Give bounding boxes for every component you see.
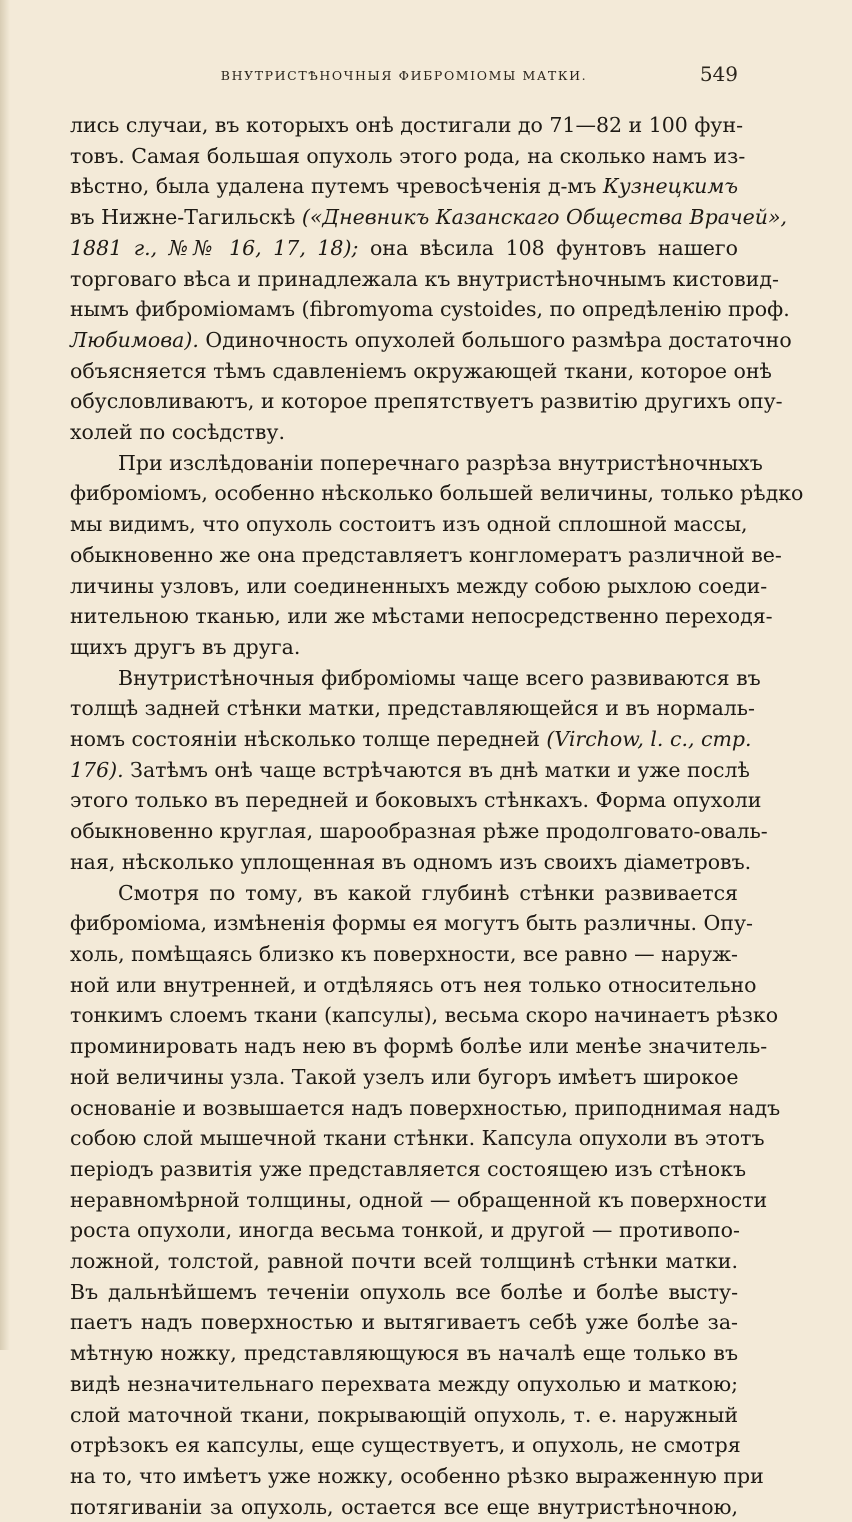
text-segment: слой маточной ткани, покрывающій опухоль, т. е. наружный xyxy=(70,1402,738,1427)
text-line xyxy=(70,171,738,202)
text-segment: лись случаи, въ которыхъ онѣ достигали до 71—82 и 100 фун- xyxy=(70,113,744,137)
text-line xyxy=(70,509,748,540)
running-title: ВНУТРИСТѢНОЧНЫЯ ФИБРОМІОМЫ МАТКИ. xyxy=(220,68,588,83)
page-edge-shadow xyxy=(0,0,10,1350)
text-segment: ной или внутренней, и отдѣляясь отъ нея только относительно xyxy=(70,972,757,997)
text-line xyxy=(70,1154,747,1185)
text-line xyxy=(70,1123,765,1154)
text-line xyxy=(70,571,768,602)
text-segment: При изслѣдованіи поперечнаго разрѣза внутристѣночныхъ xyxy=(118,450,763,475)
text-segment: Въ дальнѣйшемъ теченіи опухоль все болѣе и болѣе высту- xyxy=(70,1279,738,1304)
text-segment: объясняется тѣмъ сдавленіемъ окружающей ткани, которое онѣ xyxy=(70,358,772,383)
italic-segment: («Дневникъ Казанскаго Общества Врачей», xyxy=(301,205,788,230)
text-segment: потягиваніи за опухоль, остается все еще внутристѣночною, xyxy=(70,1494,738,1519)
italic-segment: 176). xyxy=(70,757,124,782)
text-line xyxy=(70,233,738,264)
text-line xyxy=(70,264,779,295)
text-line xyxy=(70,1369,738,1400)
text-line xyxy=(70,478,804,509)
text-segment: она вѣсила 108 фунтовъ нашего xyxy=(358,235,738,260)
text-segment: основаніе и возвышается надъ поверхностью, приподнимая надъ xyxy=(70,1095,781,1120)
text-segment: нымъ фиброміомамъ (fibromyoma cystoides, по опредѣленію проф. xyxy=(70,297,790,322)
text-segment: этого только въ передней и боковыхъ стѣнкахъ. Форма опухоли xyxy=(70,788,762,813)
text-line xyxy=(70,1246,738,1277)
text-line xyxy=(70,1430,741,1461)
page-number: 549 xyxy=(699,62,738,86)
text-line xyxy=(70,1185,768,1216)
text-segment: ная, нѣсколько уплощенная въ одномъ изъ своихъ діаметровъ. xyxy=(70,849,752,874)
text-line xyxy=(70,632,738,663)
text-line xyxy=(70,601,773,632)
text-line xyxy=(70,386,783,417)
text-line xyxy=(70,724,752,755)
text-segment: личины узловъ, или соединенныхъ между собою рыхлою соеди- xyxy=(70,573,768,598)
text-line xyxy=(70,847,752,878)
body-text xyxy=(70,110,804,1522)
text-line xyxy=(70,939,738,970)
text-segment: роста опухоли, иногда весьма тонкой, и другой — противопо- xyxy=(70,1218,740,1243)
italic-segment: Кузнецкимъ xyxy=(603,174,738,199)
text-segment: на то, что имѣетъ уже ножку, особенно рѣзко выраженную при xyxy=(70,1463,764,1488)
text-segment: щихъ другъ въ друга. xyxy=(70,634,301,659)
text-line xyxy=(70,785,762,816)
text-line xyxy=(70,356,772,387)
text-segment: толщѣ задней стѣнки матки, представляющейся и въ нормаль- xyxy=(70,696,755,721)
page-header xyxy=(70,62,738,90)
text-line xyxy=(70,540,782,571)
text-line xyxy=(70,663,761,694)
text-segment: холь, помѣщаясь близко къ поверхности, все равно — наруж- xyxy=(70,941,738,966)
text-segment: Одиночность опухолей большого размѣра достаточно xyxy=(198,327,792,352)
text-segment: мѣтную ножку, представляющуюся въ началѣ еще только въ xyxy=(70,1341,738,1366)
text-line xyxy=(70,1338,738,1369)
text-segment: нительною тканью, или же мѣстами непосредственно переходя- xyxy=(70,604,773,629)
text-segment: холей по сосѣдству. xyxy=(70,420,285,445)
text-segment: торговаго вѣса и принадлежала къ внутристѣночнымъ кистовид- xyxy=(70,266,779,291)
text-line xyxy=(70,755,750,786)
text-line xyxy=(70,693,755,724)
text-line xyxy=(70,1093,781,1124)
text-line xyxy=(70,970,757,1001)
text-segment: ложной, толстой, равной почти всей толщинѣ стѣнки матки. xyxy=(70,1249,738,1274)
text-segment: обыкновенно же она представляетъ конгломератъ различной ве- xyxy=(70,542,782,567)
text-segment: видѣ незначительнаго перехвата между опухолью и маткою; xyxy=(70,1371,738,1396)
italic-segment: 1881 г., №№ 16, 17, 18); xyxy=(70,235,359,260)
italic-segment: (Virchow, l. c., стр. xyxy=(546,727,752,752)
text-line xyxy=(70,1031,768,1062)
text-segment: въ Нижне-Тагильскѣ xyxy=(70,205,302,230)
text-segment: ной величины узла. Такой узелъ или бугоръ имѣетъ широкое xyxy=(70,1064,739,1089)
text-segment: паетъ надъ поверхностью и вытягиваетъ себѣ уже болѣе за- xyxy=(70,1310,738,1335)
text-line xyxy=(70,1307,738,1338)
italic-segment: Любимова). xyxy=(70,327,199,352)
text-line xyxy=(70,202,788,233)
text-line xyxy=(70,1492,738,1522)
text-line xyxy=(70,417,738,448)
text-segment: Затѣмъ онѣ чаще встрѣчаются въ днѣ матки и уже послѣ xyxy=(123,757,750,782)
text-segment: Смотря по тому, въ какой глубинѣ стѣнки развивается xyxy=(118,880,738,905)
text-line xyxy=(70,294,790,325)
text-segment: періодъ развитія уже представляется состоящею изъ стѣнокъ xyxy=(70,1156,747,1181)
text-segment: собою слой мышечной ткани стѣнки. Капсула опухоли въ этотъ xyxy=(70,1126,765,1151)
text-segment: товъ. Самая большая опухоль этого рода, на сколько намъ из- xyxy=(70,143,746,168)
text-line xyxy=(70,325,792,356)
text-line xyxy=(70,1461,764,1492)
text-segment: обусловливаютъ, и которое препятствуетъ развитію другихъ опу- xyxy=(70,389,783,414)
text-segment: тонкимъ слоемъ ткани (капсулы), весьма скоро начинаетъ рѣзко xyxy=(70,1003,779,1028)
text-line xyxy=(70,1400,738,1431)
text-segment: проминировать надъ нею въ формѣ болѣе или менѣе значитель- xyxy=(70,1034,768,1059)
text-line xyxy=(70,878,738,909)
text-segment: фиброміома, измѣненія формы ея могутъ быть различны. Опу- xyxy=(70,911,753,936)
text-line xyxy=(70,1215,738,1246)
text-segment: отрѣзокъ ея капсулы, еще существуетъ, и опухоль, не смотря xyxy=(70,1433,741,1458)
text-segment: вѣстно, была удалена путемъ чревосѣченія д-мъ xyxy=(70,174,604,199)
text-segment: фиброміомъ, особенно нѣсколько большей величины, только рѣдко xyxy=(70,481,804,506)
text-line xyxy=(70,1062,738,1093)
text-line xyxy=(70,1277,738,1308)
text-segment: неравномѣрной толщины, одной — обращенной къ поверхности xyxy=(70,1187,768,1212)
text-line xyxy=(70,908,753,939)
text-line xyxy=(70,816,768,847)
text-segment: Внутристѣночныя фиброміомы чаще всего развиваются въ xyxy=(118,665,761,690)
text-line xyxy=(70,448,763,479)
text-line xyxy=(70,141,746,172)
text-segment: обыкновенно круглая, шарообразная рѣже продолговато-оваль- xyxy=(70,819,768,844)
text-line xyxy=(70,1000,779,1031)
text-segment: мы видимъ, что опухоль состоитъ изъ одной сплошной массы, xyxy=(70,512,748,537)
text-line xyxy=(70,110,744,141)
text-segment: номъ состояніи нѣсколько толще передней xyxy=(70,727,547,752)
